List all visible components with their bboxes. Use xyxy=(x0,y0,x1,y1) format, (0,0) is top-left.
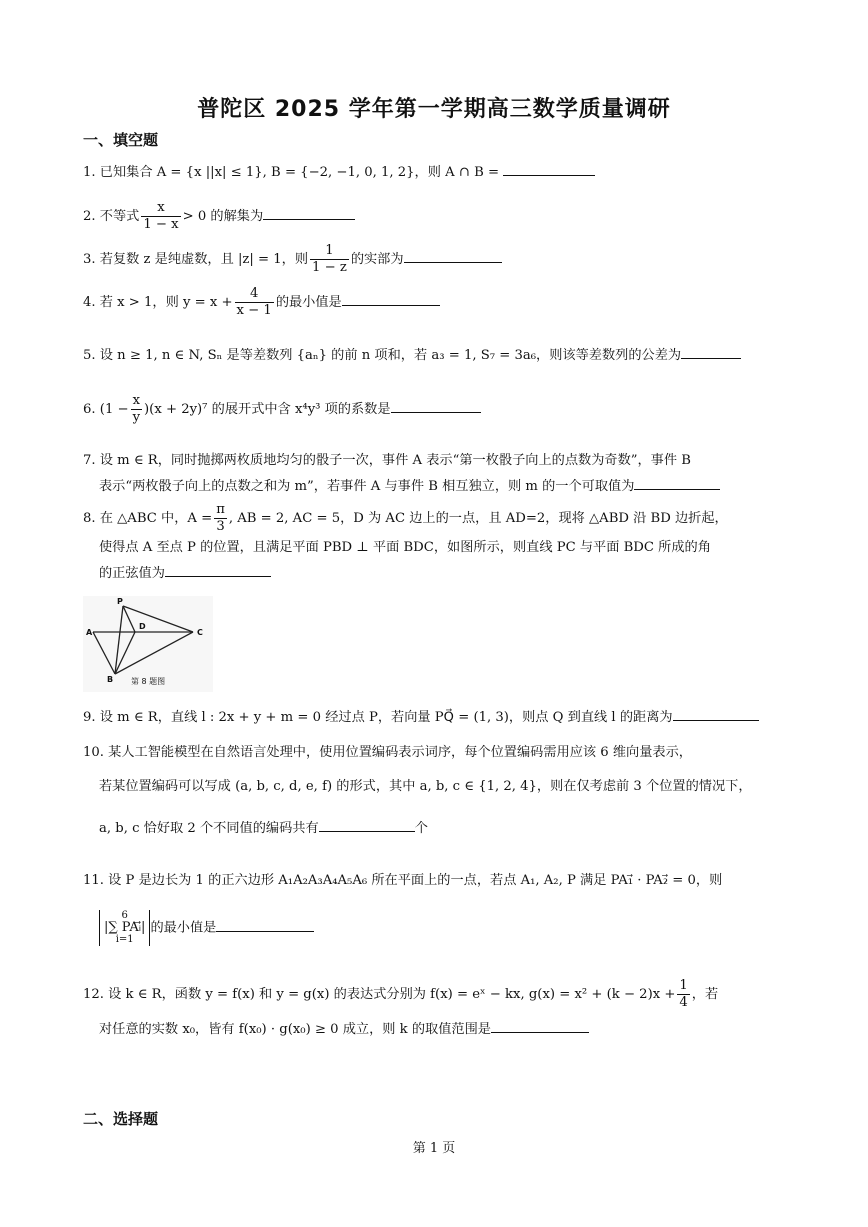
question-11-line-2: 的最小值是 xyxy=(150,920,217,936)
answer-blank[interactable] xyxy=(165,562,271,577)
question-10-unit: 个 xyxy=(414,821,428,836)
numerator: π xyxy=(216,502,225,517)
denominator: 1 − x xyxy=(143,217,179,232)
fraction xyxy=(677,978,689,1011)
question-2-text: 2. 不等式 xyxy=(83,209,140,224)
label-d: D xyxy=(139,622,146,631)
question-3-text-b: 的实部为 xyxy=(350,252,404,267)
question-12 xyxy=(83,978,788,1043)
question-8-line-2: 使得点 A 至点 P 的位置，且满足平面 PBD ⊥ 平面 BDC，如图所示，则直线 PC 与平面 BDC 所成的角 xyxy=(99,540,711,555)
question-10-line-1: 10. 某人工智能模型在自然语言处理中，使用位置编码表示词序，每个位置编码需用应该 6 维向量表示， xyxy=(83,745,692,760)
question-4 xyxy=(83,286,788,319)
sum-expression: |∑ PAᵢ⃗| xyxy=(104,920,146,935)
answer-blank[interactable] xyxy=(391,398,481,413)
question-5-text: 5. 设 n ≥ 1, n ∈ N, Sₙ 是等差数列 {aₙ} 的前 n 项和，若 a₃ = 1, S₇ = 3a₆，则该等差数列的公差为 xyxy=(83,348,682,363)
question-8-text: 8. 在 △ABC 中，A = xyxy=(83,511,213,526)
question-6-text-b: )(x + 2y)⁷ 的展开式中含 x⁴y³ 项的系数是 xyxy=(144,402,391,417)
answer-blank[interactable] xyxy=(681,344,741,359)
question-7 xyxy=(83,448,788,500)
question-10-line-2: 若某位置编码可以写成 (a, b, c, d, e, f) 的形式，其中 a, b, c ∈ {1, 2, 4}，则在仅考虑前 3 个位置的情况下， xyxy=(99,779,752,794)
numerator: 1 xyxy=(679,978,688,993)
question-11-line-1: 11. 设 P 是边长为 1 的正六边形 A₁A₂A₃A₄A₅A₆ 所在平面上的一点，若点 A₁, A₂, P 满足 PA₁⃗ · PA₂⃗ = 0，则 xyxy=(83,873,723,888)
question-2-text-b: > 0 的解集为 xyxy=(182,209,264,224)
question-12-line-2: 对任意的实数 x₀，皆有 f(x₀) · g(x₀) ≥ 0 成立，则 k 的取值范围是 xyxy=(99,1022,491,1037)
answer-blank[interactable] xyxy=(503,161,595,176)
numerator: 1 xyxy=(310,243,349,260)
question-9 xyxy=(83,705,788,731)
question-4-text-b: 的最小值是 xyxy=(275,295,342,310)
answer-blank[interactable] xyxy=(319,817,415,832)
label-b: B xyxy=(107,675,114,684)
question-8-text-b: , AB = 2, AC = 5，D 为 AC 边上的一点，且 AD=2，现将 △ABD 沿 BD 边折起， xyxy=(228,511,728,526)
question-3 xyxy=(83,243,788,276)
question-12-text-b: ，若 xyxy=(691,987,719,1002)
numerator: x xyxy=(141,200,180,217)
question-12-text: 12. 设 k ∈ R，函数 y = f(x) 和 y = g(x) 的表达式分别为 f(x) = eˣ − kx, g(x) = x² + (k − 2)x + xyxy=(83,987,676,1002)
paren-open: (1 − xyxy=(99,402,129,417)
denominator: 1 − z xyxy=(312,260,347,275)
label-c: C xyxy=(197,628,203,637)
answer-blank[interactable] xyxy=(342,291,440,306)
answer-blank[interactable] xyxy=(404,248,502,263)
page-number: 第 1 页 xyxy=(412,1141,456,1156)
denominator: y xyxy=(132,410,141,425)
question-4-text: 4. 若 x > 1，则 y = x + xyxy=(83,295,233,310)
fraction xyxy=(141,200,180,233)
denominator: 3 xyxy=(216,519,225,534)
question-3-text: 3. 若复数 z 是纯虚数，且 |z| = 1，则 xyxy=(83,252,309,267)
question-10 xyxy=(83,740,788,842)
answer-blank[interactable] xyxy=(491,1018,589,1033)
question-11 xyxy=(83,868,788,946)
fraction xyxy=(214,502,227,535)
answer-blank[interactable] xyxy=(216,917,314,932)
numerator: 4 xyxy=(235,286,274,303)
section-fill-heading: 一、填空题 xyxy=(83,131,159,149)
page-title: 普陀区 2025 学年第一学期高三数学质量调研 xyxy=(197,97,671,122)
question-6 xyxy=(83,393,788,426)
tetrahedron-diagram xyxy=(83,596,213,692)
answer-blank[interactable] xyxy=(673,706,759,721)
sum-lower-limit: i=1 xyxy=(115,934,134,945)
label-p: P xyxy=(117,597,123,606)
denominator: 4 xyxy=(679,995,688,1010)
question-8 xyxy=(83,502,788,587)
question-7-line-2: 表示“两枚骰子向上的点数之和为 m”，若事件 A 与事件 B 相互独立，则 m 的一个可取值为 xyxy=(99,479,635,494)
question-7-line-1: 7. 设 m ∈ R，同时抛掷两枚质地均匀的骰子一次，事件 A 表示“第一枚骰子向上的点数为奇数”，事件 B xyxy=(83,453,691,468)
question-10-line-3: a, b, c 恰好取 2 个不同值的编码共有 xyxy=(99,821,319,836)
sum-upper-limit: 6 xyxy=(121,910,128,921)
fraction xyxy=(131,393,142,426)
answer-blank[interactable] xyxy=(634,475,720,490)
denominator: x − 1 xyxy=(236,303,272,318)
vector-sum xyxy=(99,910,150,946)
fraction xyxy=(310,243,349,276)
question-8-line-3: 的正弦值为 xyxy=(99,566,165,581)
figure-caption: 第 8 题图 xyxy=(131,677,166,686)
question-1-text: 1. 已知集合 A = {x ||x| ≤ 1}, B = {−2, −1, 0, 1, 2}，则 A ∩ B = xyxy=(83,165,500,180)
question-9-text: 9. 设 m ∈ R，直线 l : 2x + y + m = 0 经过点 P，若向量 PQ⃗ = (1, 3)，则点 Q 到直线 l 的距离为 xyxy=(83,710,673,725)
question-1 xyxy=(83,160,788,186)
numerator: x xyxy=(131,393,142,410)
fraction xyxy=(235,286,274,319)
figure-8 xyxy=(83,596,213,692)
section-choice-heading: 二、选择题 xyxy=(83,1110,159,1128)
question-5 xyxy=(83,343,788,369)
label-a: A xyxy=(86,628,93,637)
question-2 xyxy=(83,200,788,233)
answer-blank[interactable] xyxy=(263,205,355,220)
question-6-num: 6. xyxy=(83,402,96,417)
